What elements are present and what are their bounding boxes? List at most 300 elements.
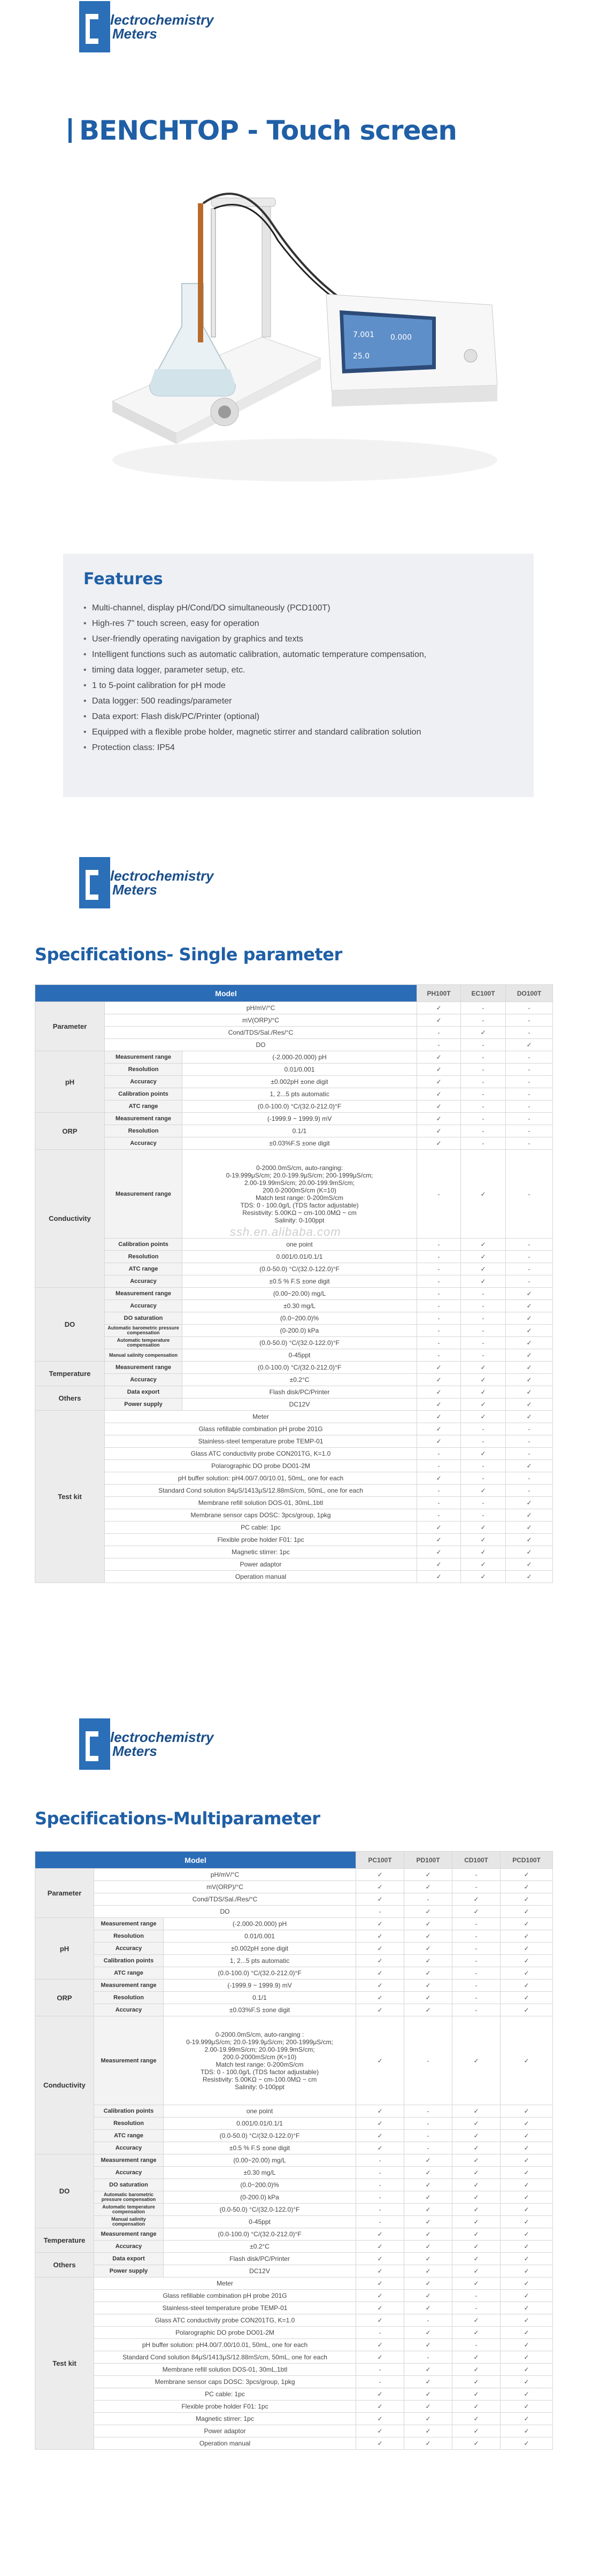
- dash-mark: -: [356, 2154, 404, 2167]
- check-icon: ✓: [356, 2130, 404, 2142]
- check-icon: ✓: [404, 2265, 452, 2277]
- check-icon: ✓: [404, 1906, 452, 1918]
- table-row: [35, 1460, 553, 1472]
- check-icon: ✓: [501, 2016, 553, 2105]
- table-row: [35, 2216, 553, 2228]
- row-label: Measurement range: [105, 1362, 182, 1374]
- features-heading: Features: [83, 570, 163, 588]
- check-icon: ✓: [506, 1337, 553, 1349]
- group-label: Temperature: [35, 2228, 94, 2253]
- table-row: [35, 1337, 553, 1349]
- model-column-pc100t: PC100T: [356, 1852, 404, 1869]
- group-label: pH: [35, 1918, 94, 1979]
- spec-value: Operation manual: [105, 1571, 417, 1583]
- table-row: [35, 1571, 553, 1583]
- dash-mark: -: [452, 1869, 501, 1881]
- logo-line2: Meters: [112, 1743, 157, 1759]
- table-row: [35, 2105, 553, 2118]
- spec-value: Membrane sensor caps DOSC: 3pcs/group, 1pkg: [94, 2376, 356, 2388]
- table-row: [35, 1051, 553, 1064]
- check-icon: ✓: [461, 1386, 506, 1398]
- check-icon: ✓: [356, 2142, 404, 2154]
- check-icon: ✓: [452, 2413, 501, 2425]
- feature-item: • Multi-channel, display pH/Cond/DO simultaneously (PCD100T): [83, 600, 513, 616]
- check-icon: ✓: [356, 1967, 404, 1979]
- spec-value: (0.0-100.0) °C/(32.0-212.0)°F: [164, 2228, 356, 2241]
- dash-mark: -: [356, 2179, 404, 2191]
- check-icon: ✓: [404, 2216, 452, 2228]
- table-row: [35, 1534, 553, 1546]
- row-label: Manual salinity compensation: [105, 1349, 182, 1362]
- check-icon: ✓: [461, 1534, 506, 1546]
- check-icon: ✓: [417, 1411, 461, 1423]
- check-icon: ✓: [417, 1064, 461, 1076]
- dash-mark: -: [417, 1497, 461, 1509]
- check-icon: ✓: [461, 1571, 506, 1583]
- spec-value: (0-200.0) kPa: [164, 2191, 356, 2204]
- check-icon: ✓: [356, 2241, 404, 2253]
- check-icon: ✓: [506, 1312, 553, 1325]
- check-icon: ✓: [452, 2241, 501, 2253]
- row-label: Automatic barometric pressure compensation: [94, 2191, 164, 2204]
- spec-value: Membrane sensor caps DOSC: 3pcs/group, 1pkg: [105, 1509, 417, 1522]
- check-icon: ✓: [404, 1869, 452, 1881]
- dash-mark: -: [356, 2167, 404, 2179]
- spec-value: PC cable: 1pc: [94, 2388, 356, 2401]
- spec-value: Flash disk/PC/Printer: [182, 1386, 417, 1398]
- check-icon: ✓: [452, 2016, 501, 2105]
- dash-mark: -: [452, 1943, 501, 1955]
- table-row: [35, 1064, 553, 1076]
- table-row: [35, 1251, 553, 1263]
- check-icon: ✓: [404, 2204, 452, 2216]
- check-icon: ✓: [452, 2425, 501, 2437]
- row-label: DO saturation: [94, 2179, 164, 2191]
- spec-value: pH/mV/°C: [94, 1869, 356, 1881]
- brand-logo: [79, 856, 214, 909]
- dash-mark: -: [461, 1435, 506, 1448]
- row-label: Resolution: [94, 1930, 164, 1943]
- check-icon: ✓: [452, 2154, 501, 2167]
- check-icon: ✓: [404, 2388, 452, 2401]
- model-column-ec100t: EC100T: [461, 985, 506, 1002]
- check-icon: ✓: [404, 2401, 452, 2413]
- check-icon: ✓: [506, 1349, 553, 1362]
- row-label: Measurement range: [105, 1051, 182, 1064]
- dash-mark: -: [417, 1300, 461, 1312]
- group-label: Conductivity: [35, 1150, 105, 1288]
- logo-line1: lectrochemistry: [110, 1729, 214, 1745]
- row-label: Resolution: [94, 2118, 164, 2130]
- check-icon: ✓: [404, 1992, 452, 2004]
- dash-mark: -: [356, 2216, 404, 2228]
- table-row: [35, 2016, 553, 2105]
- check-icon: ✓: [404, 2004, 452, 2016]
- dash-mark: -: [417, 1150, 461, 1239]
- spec-value: Polarographic DO probe DO01-2M: [94, 2327, 356, 2339]
- table-row: [35, 2241, 553, 2253]
- spec-value: ±0.30 mg/L: [182, 1300, 417, 1312]
- check-icon: ✓: [501, 2351, 553, 2364]
- check-icon: ✓: [506, 1546, 553, 1558]
- dash-mark: -: [506, 1435, 553, 1448]
- spec-value: 0.1/1: [164, 1992, 356, 2004]
- check-icon: ✓: [404, 2253, 452, 2265]
- check-icon: ✓: [417, 1435, 461, 1448]
- spec-value: DC12V: [164, 2265, 356, 2277]
- table-row: [35, 2314, 553, 2327]
- table-row: [35, 1386, 553, 1398]
- row-label: Automatic temperature compensation: [94, 2204, 164, 2216]
- table-row: [35, 1002, 553, 1014]
- spec-value: Glass refillable combination pH probe 201G: [105, 1423, 417, 1435]
- group-label: Others: [35, 2253, 94, 2277]
- check-icon: ✓: [506, 1300, 553, 1312]
- group-label: Others: [35, 1386, 105, 1411]
- table-row: [35, 1125, 553, 1137]
- group-label: Test kit: [35, 1411, 105, 1583]
- group-label: pH: [35, 1051, 105, 1113]
- dash-mark: -: [506, 1448, 553, 1460]
- spec-value: 0.001/0.01/0.1/1: [164, 2118, 356, 2130]
- table-row: [35, 2388, 553, 2401]
- dash-mark: -: [461, 1288, 506, 1300]
- check-icon: ✓: [501, 2388, 553, 2401]
- dash-mark: -: [461, 1460, 506, 1472]
- logo-line2: Meters: [112, 882, 157, 898]
- row-label: Accuracy: [94, 1943, 164, 1955]
- table-row: [35, 1027, 553, 1039]
- check-icon: ✓: [356, 2290, 404, 2302]
- check-icon: ✓: [452, 1893, 501, 1906]
- dash-mark: -: [461, 1137, 506, 1150]
- dash-mark: -: [461, 1014, 506, 1027]
- check-icon: ✓: [501, 2142, 553, 2154]
- dash-mark: -: [506, 1125, 553, 1137]
- check-icon: ✓: [506, 1460, 553, 1472]
- row-label: Calibration points: [105, 1088, 182, 1100]
- feature-item: • Protection class: IP54: [83, 740, 513, 755]
- check-icon: ✓: [417, 1558, 461, 1571]
- check-icon: ✓: [417, 1113, 461, 1125]
- table-row: [35, 2253, 553, 2265]
- spec-value: (0.0-100.0) °C/(32.0-212.0)°F: [182, 1362, 417, 1374]
- dash-mark: -: [506, 1027, 553, 1039]
- check-icon: ✓: [417, 1088, 461, 1100]
- row-label: Data export: [94, 2253, 164, 2265]
- dash-mark: -: [506, 1263, 553, 1275]
- check-icon: ✓: [461, 1398, 506, 1411]
- group-label: ORP: [35, 1979, 94, 2016]
- check-icon: ✓: [356, 2228, 404, 2241]
- page-title: BENCHTOP - Touch screen: [68, 115, 457, 146]
- check-icon: ✓: [506, 1558, 553, 1571]
- spec-value: (0.0-50.0) °C/(32.0-122.0)°F: [164, 2130, 356, 2142]
- row-label: Measurement range: [94, 2016, 164, 2105]
- spec-value: DO: [105, 1039, 417, 1051]
- dash-mark: -: [461, 1064, 506, 1076]
- table-row: [35, 2413, 553, 2425]
- spec-value: Stainless-steel temperature probe TEMP-01: [94, 2302, 356, 2314]
- dash-mark: -: [461, 1497, 506, 1509]
- spec-value: Polarographic DO probe DO01-2M: [105, 1460, 417, 1472]
- spec-value: (0.0~200.0)%: [164, 2179, 356, 2191]
- spec-value: Meter: [105, 1411, 417, 1423]
- check-icon: ✓: [452, 2130, 501, 2142]
- feature-item: • Data export: Flash disk/PC/Printer (optional): [83, 709, 513, 724]
- table-row: [35, 2437, 553, 2450]
- check-icon: ✓: [452, 2204, 501, 2216]
- dash-mark: -: [356, 2364, 404, 2376]
- check-icon: ✓: [501, 2167, 553, 2179]
- check-icon: ✓: [501, 1992, 553, 2004]
- check-icon: ✓: [461, 1411, 506, 1423]
- check-icon: ✓: [452, 2167, 501, 2179]
- table-row: [35, 1088, 553, 1100]
- check-icon: ✓: [404, 1943, 452, 1955]
- table-row: [35, 1275, 553, 1288]
- table-row: [35, 2191, 553, 2204]
- check-icon: ✓: [461, 1485, 506, 1497]
- check-icon: ✓: [506, 1039, 553, 1051]
- check-icon: ✓: [417, 1014, 461, 1027]
- table-row: [35, 1546, 553, 1558]
- spec-value: pH buffer solution: pH4.00/7.00/10.01, 50mL, one for each: [105, 1472, 417, 1485]
- check-icon: ✓: [356, 2437, 404, 2450]
- check-icon: ✓: [452, 2351, 501, 2364]
- check-icon: ✓: [404, 1930, 452, 1943]
- table-row: [35, 2290, 553, 2302]
- dash-mark: -: [356, 2204, 404, 2216]
- dash-mark: -: [452, 1967, 501, 1979]
- check-icon: ✓: [506, 1386, 553, 1398]
- dash-mark: -: [506, 1423, 553, 1435]
- check-icon: ✓: [461, 1239, 506, 1251]
- row-label: Accuracy: [94, 2241, 164, 2253]
- dash-mark: -: [417, 1325, 461, 1337]
- dash-mark: -: [452, 1955, 501, 1967]
- check-icon: ✓: [452, 2228, 501, 2241]
- dash-mark: -: [461, 1088, 506, 1100]
- check-icon: ✓: [461, 1374, 506, 1386]
- row-label: ATC range: [94, 2130, 164, 2142]
- spec-value: Power adaptor: [94, 2425, 356, 2437]
- spec-value: Flexible probe holder F01: 1pc: [94, 2401, 356, 2413]
- dash-mark: -: [417, 1275, 461, 1288]
- table-row: [35, 2425, 553, 2437]
- spec-value: Power adaptor: [105, 1558, 417, 1571]
- row-label: Measurement range: [94, 2228, 164, 2241]
- benchtop-meter-image: [102, 177, 508, 487]
- check-icon: ✓: [417, 1423, 461, 1435]
- table-row: [35, 1893, 553, 1906]
- check-icon: ✓: [501, 2437, 553, 2450]
- check-icon: ✓: [452, 2105, 501, 2118]
- dash-mark: -: [404, 2130, 452, 2142]
- dash-mark: -: [461, 1337, 506, 1349]
- check-icon: ✓: [506, 1374, 553, 1386]
- row-label: Resolution: [105, 1251, 182, 1263]
- spec-value: Membrane refill solution DOS-01, 30mL,1btl: [105, 1497, 417, 1509]
- check-icon: ✓: [501, 1881, 553, 1893]
- check-icon: ✓: [506, 1509, 553, 1522]
- table-row: [35, 1992, 553, 2004]
- check-icon: ✓: [501, 1906, 553, 1918]
- check-icon: ✓: [452, 2437, 501, 2450]
- table-row: [35, 1918, 553, 1930]
- spec-value: Cond/TDS/Sal./Res/°C: [105, 1027, 417, 1039]
- row-label: Resolution: [105, 1064, 182, 1076]
- check-icon: ✓: [356, 2314, 404, 2327]
- dash-mark: -: [506, 1275, 553, 1288]
- spec-value: 0-45ppt: [164, 2216, 356, 2228]
- table-row: [35, 1239, 553, 1251]
- table-row: [35, 2130, 553, 2142]
- table-row: [35, 1411, 553, 1423]
- check-icon: ✓: [356, 2004, 404, 2016]
- row-label: DO saturation: [105, 1312, 182, 1325]
- check-icon: ✓: [356, 2118, 404, 2130]
- check-icon: ✓: [452, 2277, 501, 2290]
- row-label: Accuracy: [94, 2142, 164, 2154]
- spec-value: 1, 2...5 pts automatic: [182, 1088, 417, 1100]
- spec-value: ±0.03%F.S ±one digit: [182, 1137, 417, 1150]
- table-row: [35, 2277, 553, 2290]
- spec-value: (-2.000-20.000) pH: [164, 1918, 356, 1930]
- check-icon: ✓: [417, 1100, 461, 1113]
- spec-value: ±0.002pH ±one digit: [164, 1943, 356, 1955]
- feature-item-cont: • timing data logger, parameter setup, etc.: [83, 662, 513, 678]
- check-icon: ✓: [404, 2154, 452, 2167]
- dash-mark: -: [461, 1113, 506, 1125]
- model-column-cd100t: CD100T: [452, 1852, 501, 1869]
- check-icon: ✓: [356, 1893, 404, 1906]
- check-icon: ✓: [501, 2004, 553, 2016]
- dash-mark: -: [417, 1263, 461, 1275]
- feature-item: • 1 to 5-point calibration for pH mode: [83, 678, 513, 693]
- check-icon: ✓: [404, 2339, 452, 2351]
- check-icon: ✓: [356, 2253, 404, 2265]
- check-icon: ✓: [506, 1571, 553, 1583]
- dash-mark: -: [417, 1349, 461, 1362]
- spec-value: (0.00~20.00) mg/L: [182, 1288, 417, 1300]
- spec-value: PC cable: 1pc: [105, 1522, 417, 1534]
- check-icon: ✓: [417, 1534, 461, 1546]
- table-row: [35, 1113, 553, 1125]
- check-icon: ✓: [501, 2216, 553, 2228]
- row-label: Power supply: [94, 2265, 164, 2277]
- check-icon: ✓: [404, 2290, 452, 2302]
- spec-value: 0.1/1: [182, 1125, 417, 1137]
- check-icon: ✓: [452, 2253, 501, 2265]
- check-icon: ✓: [356, 2401, 404, 2413]
- check-icon: ✓: [356, 2277, 404, 2290]
- spec-value: 0-2000.0mS/cm, auto-ranging: 0-19.999μS/cm; 20.0-199.9μS/cm; 200-1999μS/cm; 2.00-19.99mS/cm; 20.00-199.9mS/cm; 200.0-2000mS/cm (K=10) Match test range: 0-200mS/cm TDS: 0 - 100.0g/L (TDS factor adjustable) Resistivity: 5.00KΩ ~ cm-100.0MΩ ~ cm Salinity: 0-100ppt: [182, 1150, 417, 1239]
- table-row: [35, 1014, 553, 1027]
- dash-mark: -: [417, 1239, 461, 1251]
- dash-mark: -: [417, 1288, 461, 1300]
- check-icon: ✓: [461, 1027, 506, 1039]
- feature-item: • Data logger: 500 readings/parameter: [83, 693, 513, 709]
- table-row: [35, 1869, 553, 1881]
- dash-mark: -: [417, 1460, 461, 1472]
- dash-mark: -: [417, 1337, 461, 1349]
- table-row: [35, 2167, 553, 2179]
- single-spec-heading: Specifications- Single parameter: [35, 944, 342, 965]
- spec-value: (0.0-50.0) °C/(32.0-122.0)°F: [182, 1337, 417, 1349]
- spec-value: Meter: [94, 2277, 356, 2290]
- row-label: Accuracy: [94, 2004, 164, 2016]
- check-icon: ✓: [452, 2401, 501, 2413]
- multi-spec-heading: Specifications-Multiparameter: [35, 1808, 320, 1829]
- dash-mark: -: [461, 1051, 506, 1064]
- table-row: [35, 2228, 553, 2241]
- spec-value: (0-200.0) kPa: [182, 1325, 417, 1337]
- group-label: Parameter: [35, 1002, 105, 1051]
- model-column-do100t: DO100T: [506, 985, 553, 1002]
- table-row: [35, 1076, 553, 1088]
- feature-item: • High-res 7" touch screen, easy for operation: [83, 616, 513, 631]
- check-icon: ✓: [501, 2413, 553, 2425]
- svg-text:25.0: 25.0: [353, 352, 370, 361]
- svg-text:0.000: 0.000: [390, 333, 412, 342]
- spec-value: pH/mV/°C: [105, 1002, 417, 1014]
- row-label: Power supply: [105, 1398, 182, 1411]
- spec-value: 0.01/0.001: [182, 1064, 417, 1076]
- row-label: Accuracy: [105, 1300, 182, 1312]
- logo-line2: Meters: [112, 26, 157, 42]
- check-icon: ✓: [356, 1930, 404, 1943]
- table-row: [35, 1362, 553, 1374]
- table-row: [35, 1522, 553, 1534]
- check-icon: ✓: [501, 2327, 553, 2339]
- row-label: Calibration points: [94, 1955, 164, 1967]
- spec-value: (0.00~20.00) mg/L: [164, 2154, 356, 2167]
- check-icon: ✓: [404, 1918, 452, 1930]
- spec-value: ±0.5 % F.S ±one digit: [182, 1275, 417, 1288]
- row-label: Calibration points: [94, 2105, 164, 2118]
- check-icon: ✓: [501, 2130, 553, 2142]
- check-icon: ✓: [404, 2228, 452, 2241]
- check-icon: ✓: [501, 2154, 553, 2167]
- table-row: [35, 1312, 553, 1325]
- table-row: [35, 1374, 553, 1386]
- check-icon: ✓: [356, 1881, 404, 1893]
- table-row: [35, 1349, 553, 1362]
- row-label: Automatic temperature compensation: [105, 1337, 182, 1349]
- table-row: [35, 2376, 553, 2388]
- row-label: Measurement range: [94, 1979, 164, 1992]
- check-icon: ✓: [452, 2364, 501, 2376]
- check-icon: ✓: [501, 1943, 553, 1955]
- check-icon: ✓: [404, 2327, 452, 2339]
- check-icon: ✓: [501, 2364, 553, 2376]
- dash-mark: -: [452, 2004, 501, 2016]
- svg-text:7.001: 7.001: [353, 331, 375, 339]
- check-icon: ✓: [461, 1558, 506, 1571]
- row-label: Accuracy: [105, 1076, 182, 1088]
- spec-value: 0.001/0.01/0.1/1: [182, 1251, 417, 1263]
- dash-mark: -: [461, 1325, 506, 1337]
- dash-mark: -: [506, 1251, 553, 1263]
- spec-value: Glass ATC conductivity probe CON201TG, K=1.0: [105, 1448, 417, 1460]
- table-row: [35, 2302, 553, 2314]
- check-icon: ✓: [404, 2302, 452, 2314]
- table-row: [35, 1906, 553, 1918]
- table-row: [35, 1943, 553, 1955]
- check-icon: ✓: [417, 1522, 461, 1534]
- dash-mark: -: [417, 1485, 461, 1497]
